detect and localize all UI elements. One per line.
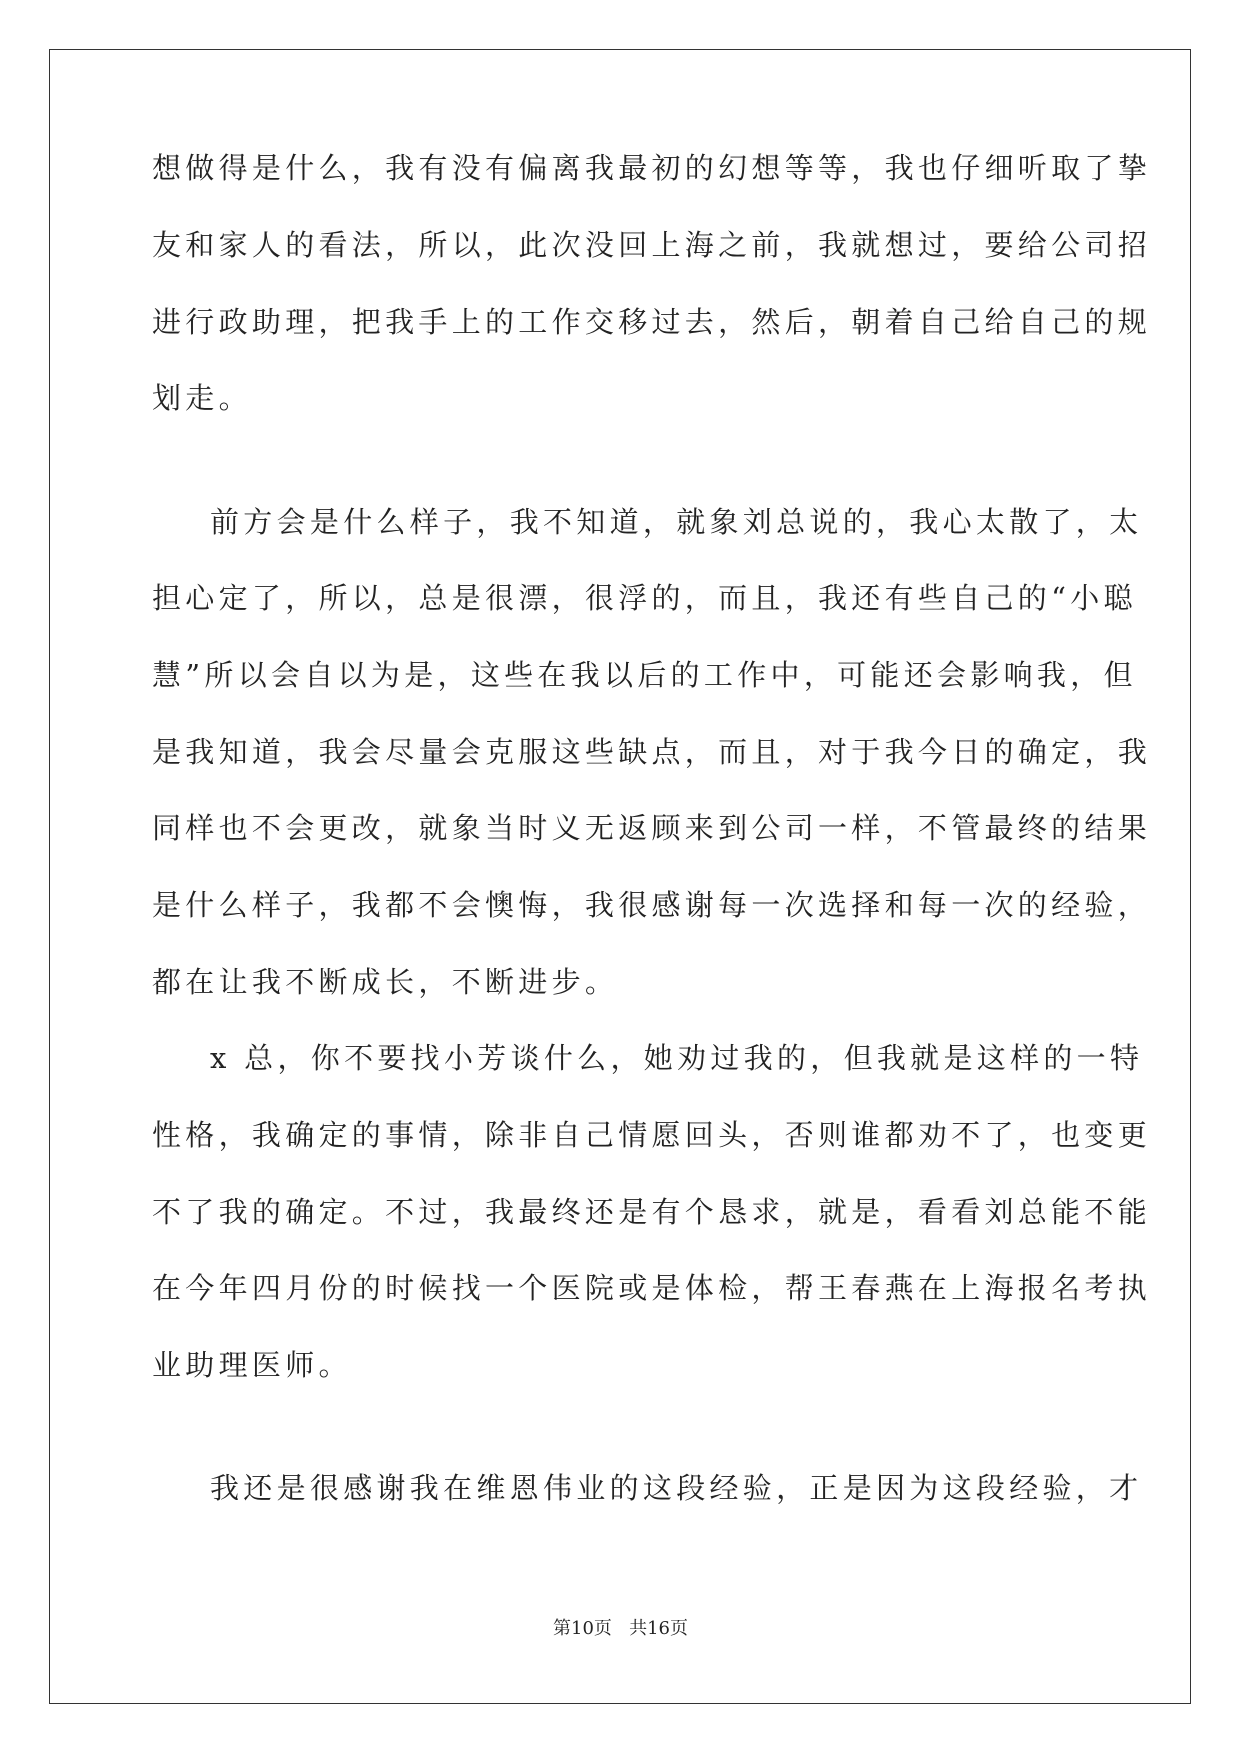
text-line: 业助理医师。 xyxy=(152,1348,352,1382)
text-line: 都在让我不断成长，不断进步。 xyxy=(152,965,619,999)
text-line: 想做得是什么，我有没有偏离我最初的幻想等等，我也仔细听取了挚 xyxy=(152,151,1152,185)
page-frame xyxy=(49,49,1191,1704)
text-line: 不了我的确定。不过，我最终还是有个恳求，就是，看看刘总能不能 xyxy=(152,1195,1152,1229)
text-line: 慧”所以会自以为是，这些在我以后的工作中，可能还会影响我，但 xyxy=(152,658,1137,692)
page-number: 第10页 xyxy=(553,1618,612,1639)
text-line: 划走。 xyxy=(152,381,252,415)
text-line: 进行政助理，把我手上的工作交移过去，然后，朝着自己给自己的规 xyxy=(152,305,1152,339)
paragraph-first-line: x 总，你不要找小芳谈什么，她劝过我的，但我就是这样的一特 xyxy=(210,1041,1144,1075)
paragraph-first-line: 前方会是什么样子，我不知道，就象刘总说的，我心太散了，太 xyxy=(210,505,1143,539)
text-line: 是什么样子，我都不会懊悔，我很感谢每一次选择和每一次的经验， xyxy=(152,888,1152,922)
page-footer xyxy=(0,1617,1241,1641)
text-line: 同样也不会更改，就象当时义无返顾来到公司一样，不管最终的结果 xyxy=(152,811,1152,845)
text-line: 是我知道，我会尽量会克服这些缺点，而且，对于我今日的确定，我 xyxy=(152,735,1152,769)
text-line: 在今年四月份的时候找一个医院或是体检，帮王春燕在上海报名考执 xyxy=(152,1271,1152,1305)
page-total: 共16页 xyxy=(629,1618,688,1639)
text-line: 担心定了，所以，总是很漂，很浮的，而且，我还有些自己的“小聪 xyxy=(152,581,1137,615)
text-line: 友和家人的看法，所以，此次没回上海之前，我就想过，要给公司招 xyxy=(152,228,1152,262)
text-line: 性格，我确定的事情，除非自己情愿回头，否则谁都劝不了，也变更 xyxy=(152,1118,1152,1152)
paragraph-first-line: 我还是很感谢我在维恩伟业的这段经验，正是因为这段经验，才 xyxy=(210,1471,1143,1505)
